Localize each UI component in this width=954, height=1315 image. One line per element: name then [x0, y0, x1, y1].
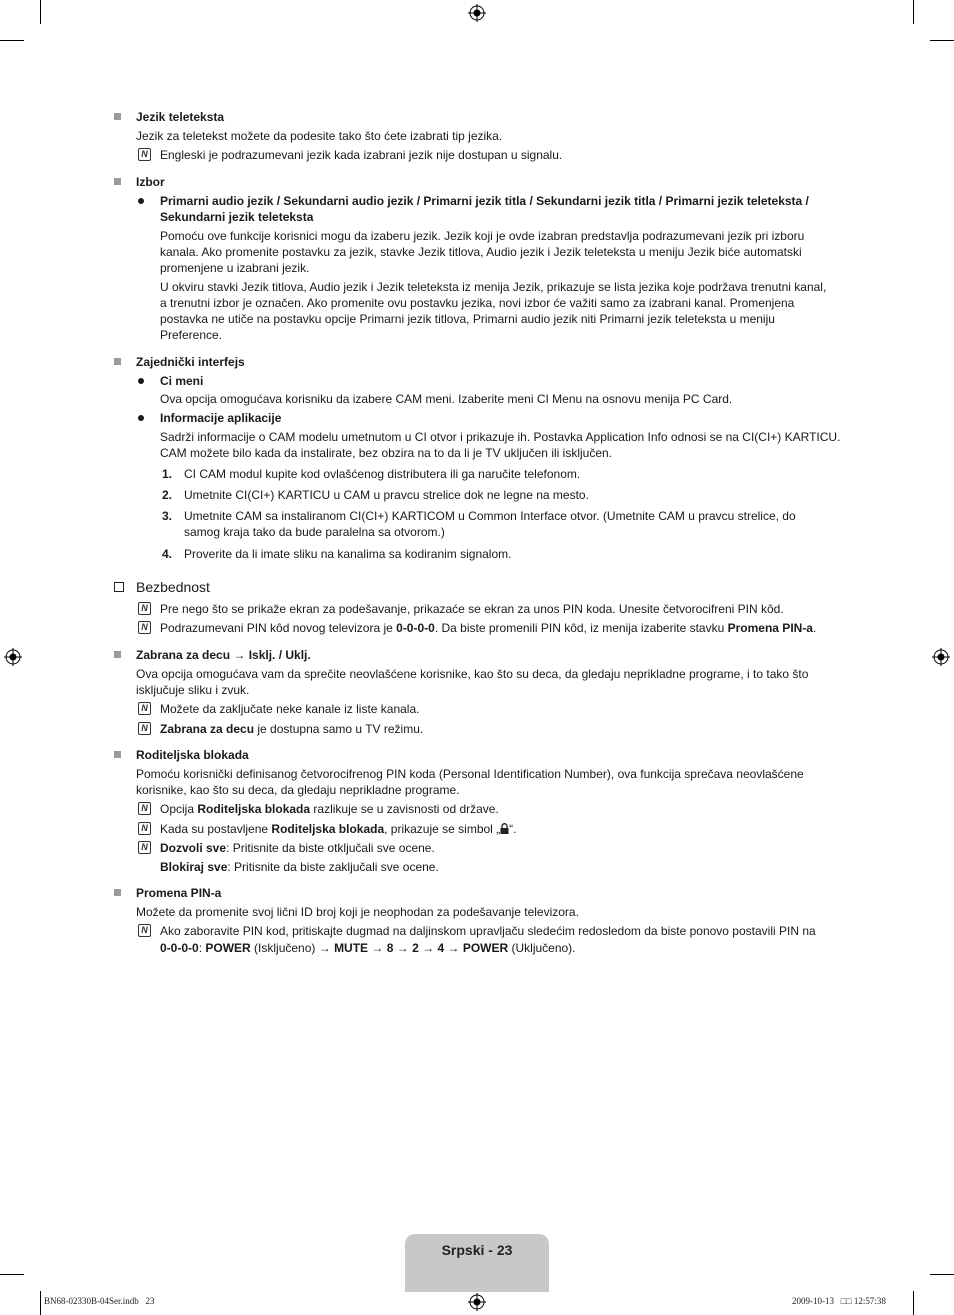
- body-text: Sadrži informacije o CAM modelu umetnutom u CI otvor i prikazuje ih. Postavka Application Info odnosi se na CI(CI+) KARTICU.: [160, 430, 841, 444]
- step-text: Proverite da li imate sliku na kanalima sa kodiranim signalom.: [184, 547, 512, 561]
- registration-mark-icon: [468, 4, 486, 22]
- note-text: Pre nego što se prikaže ekran za podešavanje, prikazaće se ekran za unos PIN koda. Unesite četvorocifreni PIN kôd.: [160, 602, 784, 616]
- lock-icon: [500, 823, 509, 834]
- note-text: Dozvoli sve: Pritisnite da biste otključali sve ocene.: [160, 841, 435, 855]
- bullet-title: Primarni audio jezik / Sekundarni audio jezik / Primarni jezik titla / Sekundarni jezik titla / Primarni jezik teleteksta /: [160, 194, 809, 208]
- section-bullet: [114, 651, 121, 658]
- note-text: Zabrana za decu je dostupna samo u TV režimu.: [160, 722, 424, 736]
- section-title: Zajednički interfejs: [136, 355, 245, 369]
- section-title: Zabrana za decu → Isklj. / Uklj.: [136, 648, 311, 662]
- body-text: Jezik za teletekst možete da podesite tako što ćete izabrati tip jezika.: [136, 129, 503, 143]
- note-icon: N: [138, 841, 151, 854]
- body-text: promenjene u izabrani jezik.: [160, 261, 310, 275]
- step-text: CI CAM modul kupite kod ovlašćenog distributera ili ga naručite telefonom.: [184, 467, 581, 481]
- print-date: 2009-10-13 □□ 12:57:38: [792, 1296, 886, 1306]
- body-text: postavka ne utiče na postavku opcije Primarni jezik titlova, Primarni audio jezik niti Primarni jezik teleteksta u meniju: [160, 312, 775, 326]
- body-text: a trenutni izbor je označen. Ako promenite ovu postavku jezika, novi izbor će važiti samo za izabrani kanal. Promenjena: [160, 296, 795, 310]
- step-number: 2.: [162, 488, 173, 502]
- body-text: CAM možete bilo kada da instalirate, bez obzira na to da li je TV uključen ili isključen.: [160, 446, 613, 460]
- bullet-title: Ci meni: [160, 374, 204, 388]
- body-text: korisnike, kao što su deca, da gledaju neprikladne programe.: [136, 783, 460, 797]
- step-number: 4.: [162, 547, 173, 561]
- body-text: U okviru stavki Jezik titlova, Audio jezik i Jezik teleteksta iz menija Jezik, prikazuje se lista jezika koje podržava trenutni kanal,: [160, 280, 827, 294]
- note-icon: N: [138, 822, 151, 835]
- section-bullet: [114, 889, 121, 896]
- pin-reset-sequence: 0-0-0-0: POWER (Isključeno) → MUTE → 8 → 2 → 4 → POWER (Uključeno).: [160, 941, 576, 955]
- step-text: samog kraja tako da bude paralelna sa otvorom.): [184, 525, 445, 539]
- note-text: Engleski je podrazumevani jezik kada izabrani jezik nije dostupan u signalu.: [160, 148, 563, 162]
- note-icon: N: [138, 621, 151, 634]
- heading-title: Bezbednost: [136, 579, 210, 595]
- body-text: isključuje sliku i zvuk.: [136, 683, 250, 697]
- heading-box-icon: [114, 582, 124, 592]
- note-text: Opcija Roditeljska blokada razlikuje se u zavisnosti od države.: [160, 802, 499, 816]
- step-text: Umetnite CI(CI+) KARTICU u CAM u pravcu strelice dok ne legne na mesto.: [184, 488, 589, 502]
- note-icon: N: [138, 602, 151, 615]
- section-bullet: [114, 358, 121, 365]
- bullet-title: Informacije aplikacije: [160, 411, 282, 425]
- body-text: Ova opcija omogućava korisniku da izabere CAM meni. Izaberite meni CI Menu na osnovu menija PC Card.: [160, 392, 733, 406]
- body-text: Možete da promenite svoj lični ID broj koji je neophodan za podešavanje televizora.: [136, 905, 579, 919]
- note-icon: N: [138, 924, 151, 937]
- section-title: Jezik teleteksta: [136, 110, 225, 124]
- body-text: Ova opcija omogućava vam da sprečite neovlašćene korisnike, kao što su deca, da gledaju neprikladne programe, i to tako što: [136, 667, 809, 681]
- step-number: 3.: [162, 509, 173, 523]
- registration-mark-icon: [4, 648, 22, 666]
- section-title: Roditeljska blokada: [136, 748, 249, 762]
- section-bullet: [114, 113, 121, 120]
- registration-mark-icon: [932, 648, 950, 666]
- body-text: Pomoću ove funkcije korisnici mogu da izaberu jezik. Jezik koji je ovde izabran predstavlja podrazumevani jezik pri izboru: [160, 229, 805, 243]
- list-bullet: [138, 415, 144, 421]
- list-bullet: [138, 378, 144, 384]
- bullet-title: Sekundarni jezik teleteksta: [160, 210, 314, 224]
- note-text: Možete da zaključate neke kanale iz liste kanala.: [160, 702, 420, 716]
- step-text: Umetnite CAM sa instaliranom CI(CI+) KARTICOM u Common Interface otvor. (Umetnite CAM u pravcu strelice, do: [184, 509, 796, 523]
- note-text: Podrazumevani PIN kôd novog televizora je 0-0-0-0. Da biste promenili PIN kôd, iz menija izaberite stavku Promena PIN-a.: [160, 621, 817, 635]
- section-bullet: [114, 178, 121, 185]
- file-info: BN68-02330B-04Ser.indb 23: [44, 1296, 155, 1306]
- section-title: Promena PIN-a: [136, 886, 222, 900]
- page-number: Srpski - 23: [441, 1242, 513, 1258]
- section-bullet: [114, 751, 121, 758]
- step-number: 1.: [162, 467, 173, 481]
- note-text: Kada su postavljene Roditeljska blokada, prikazuje se simbol „ “.: [160, 822, 517, 836]
- section-title: Izbor: [136, 175, 165, 189]
- note-icon: N: [138, 148, 151, 161]
- note-text: Ako zaboravite PIN kod, pritiskajte dugmad na daljinskom upravljaču sledećim redosledom da biste ponovo postavili PIN na: [160, 924, 816, 938]
- note-icon: N: [138, 722, 151, 735]
- body-text: kanala. Ako promenite postavku za jezik, stavke Jezik titlova, Audio jezik i Jezik teleteksta u meniju Jezik biće automatski: [160, 245, 802, 259]
- registration-mark-icon: [468, 1293, 486, 1311]
- body-text: Pomoću korisnički definisanog četvorocifrenog PIN koda (Personal Identification Number), ova funkcija sprečava neovlašćene: [136, 767, 804, 781]
- note-icon: N: [138, 702, 151, 715]
- body-text: Preference.: [160, 328, 223, 342]
- list-bullet: [138, 198, 144, 204]
- note-text: Blokiraj sve: Pritisnite da biste zaključali sve ocene.: [160, 860, 439, 874]
- note-icon: N: [138, 802, 151, 815]
